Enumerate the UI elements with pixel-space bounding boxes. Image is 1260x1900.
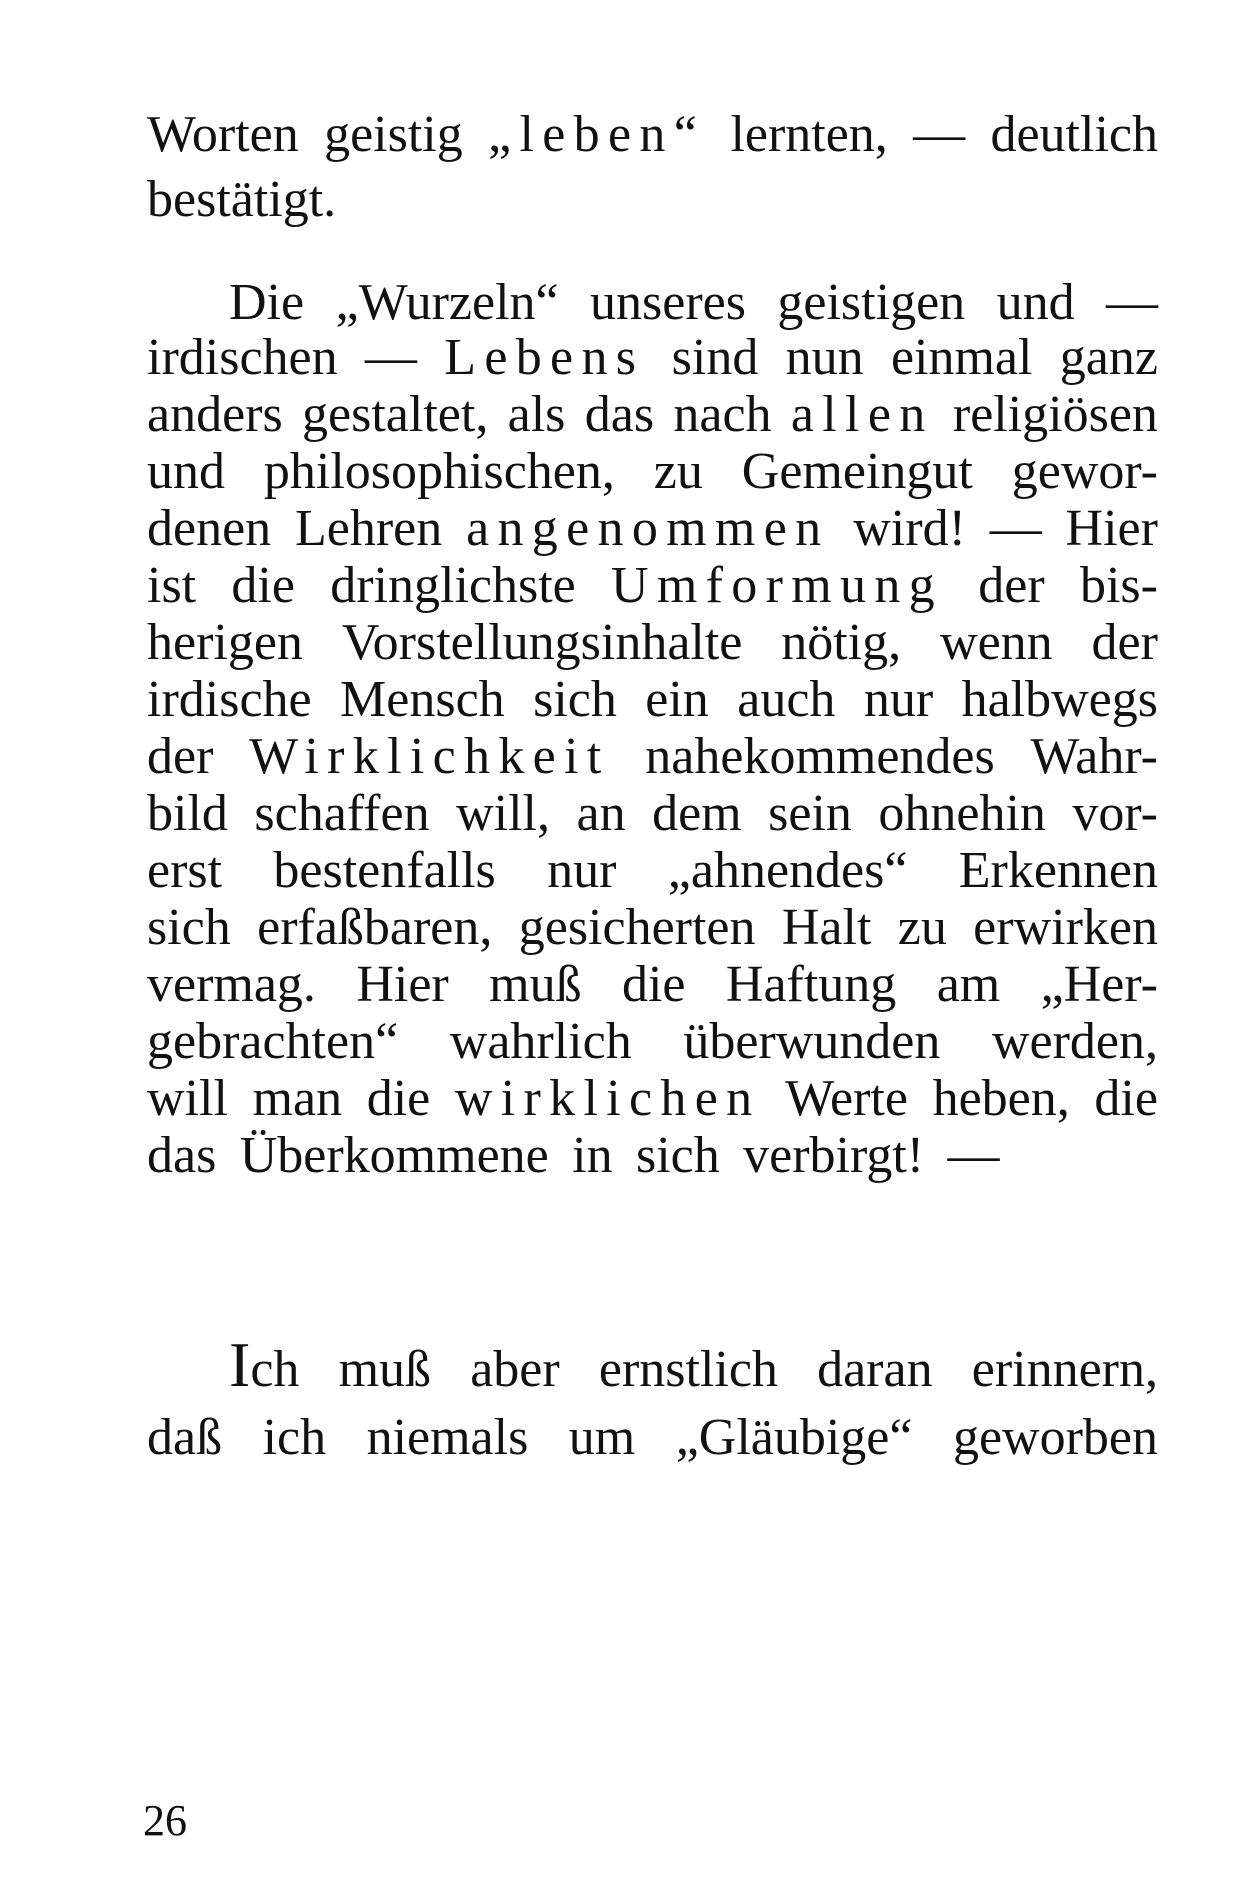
word: die xyxy=(1094,1070,1158,1127)
word: philosophischen, xyxy=(263,443,615,500)
text-line xyxy=(147,1121,1158,1191)
word: nur xyxy=(863,671,934,728)
word: ein xyxy=(645,671,709,728)
text-line xyxy=(147,1403,1158,1473)
word: allen xyxy=(790,386,934,443)
word: ich xyxy=(262,1409,327,1466)
text-line xyxy=(229,1329,1158,1405)
word: religiösen xyxy=(952,386,1158,443)
word: gesicherten xyxy=(518,899,756,956)
word: — xyxy=(947,1127,1000,1184)
word: Hier xyxy=(356,956,449,1013)
word: denen xyxy=(147,500,272,557)
word: — xyxy=(913,106,966,163)
word: dringlichste xyxy=(330,557,576,614)
word: das xyxy=(147,1127,217,1184)
word: gebrachten“ xyxy=(147,1013,399,1070)
word: Vorstellungsinhalte xyxy=(341,614,743,671)
word: lernten, xyxy=(730,106,888,163)
word: will, xyxy=(456,785,550,842)
word: ohnehin xyxy=(878,785,1046,842)
word: Wirklichkeit xyxy=(249,728,610,785)
word: verbirgt! xyxy=(743,1127,925,1184)
word: Haftung xyxy=(725,956,897,1013)
word: Lehren xyxy=(295,500,443,557)
word: erwirken xyxy=(973,899,1158,956)
word: nun xyxy=(785,329,864,386)
word: will xyxy=(147,1070,228,1127)
word: wird! xyxy=(853,500,966,557)
word: vermag. xyxy=(147,956,316,1013)
word: geworben xyxy=(952,1409,1158,1466)
word: Worten xyxy=(147,106,299,163)
word: der xyxy=(978,557,1045,614)
word: daß xyxy=(147,1409,223,1466)
word: angenommen xyxy=(466,500,830,557)
word: bestätigt. xyxy=(147,171,337,228)
word: zu xyxy=(653,443,703,500)
word: Werte xyxy=(785,1070,908,1127)
word: gestaltet, xyxy=(302,386,489,443)
word: Die xyxy=(229,274,305,331)
word: geistigen xyxy=(777,274,966,331)
word: halbwegs xyxy=(961,671,1158,728)
word: und xyxy=(147,443,225,500)
word: um xyxy=(568,1409,636,1466)
word: Mensch xyxy=(340,671,505,728)
word: bis- xyxy=(1079,557,1158,614)
word: sich xyxy=(147,899,231,956)
word: „Gläubige“ xyxy=(675,1409,913,1466)
word: auch xyxy=(737,671,836,728)
word: Halt xyxy=(781,899,872,956)
word: Umformung xyxy=(611,557,943,614)
word: an xyxy=(576,785,626,842)
word: sind xyxy=(671,329,759,386)
word: als xyxy=(507,386,566,443)
word: wenn xyxy=(940,614,1053,671)
word: ganz xyxy=(1059,329,1158,386)
word: man xyxy=(252,1070,343,1127)
word: in xyxy=(572,1127,613,1184)
word: überwunden xyxy=(683,1013,941,1070)
word: die xyxy=(366,1070,431,1127)
word: Erkennen xyxy=(958,842,1158,899)
word: aber xyxy=(470,1341,560,1398)
word: nur xyxy=(547,842,617,899)
text-line xyxy=(147,100,1158,170)
initial-and-word xyxy=(229,1329,300,1405)
word: niemals xyxy=(366,1409,529,1466)
word: muß xyxy=(338,1341,432,1398)
page-number: 26 xyxy=(143,1796,187,1845)
initial-letter: I xyxy=(229,1329,251,1400)
word: unseres xyxy=(590,274,746,331)
word: irdische xyxy=(147,671,312,728)
word: zu xyxy=(897,899,947,956)
word: wahrlich xyxy=(449,1013,632,1070)
word: ernstlich xyxy=(598,1341,778,1398)
word: „Wurzeln“ xyxy=(335,274,559,331)
word: dem xyxy=(652,785,742,842)
word: anders xyxy=(147,386,283,443)
word: nahekommendes xyxy=(645,728,995,785)
word: einmal xyxy=(890,329,1033,386)
word: die xyxy=(231,557,295,614)
word: irdischen xyxy=(147,329,338,386)
word: muß xyxy=(489,956,582,1013)
word: vor- xyxy=(1072,785,1158,842)
word: deutlich xyxy=(990,106,1158,163)
word: gewor- xyxy=(1011,443,1158,500)
word: bestenfalls xyxy=(273,842,496,899)
word: „leben“ xyxy=(488,106,706,163)
word: nach xyxy=(673,386,772,443)
word: ist xyxy=(147,557,197,614)
word: werden, xyxy=(991,1013,1158,1070)
word: „Her- xyxy=(1040,956,1158,1013)
word: — xyxy=(1106,274,1158,331)
word: geistig xyxy=(324,106,463,163)
text-line xyxy=(147,165,1158,235)
word: und xyxy=(996,274,1075,331)
word: sich xyxy=(533,671,617,728)
word: — xyxy=(364,329,417,386)
word: daran xyxy=(817,1341,933,1398)
word: bild xyxy=(147,785,228,842)
word: herigen xyxy=(147,614,303,671)
word: ch xyxy=(250,1341,300,1398)
word: Hier xyxy=(1065,500,1158,557)
word: am xyxy=(936,956,1001,1013)
word: wirklichen xyxy=(454,1070,761,1127)
word: Überkommene xyxy=(239,1127,549,1184)
word: — xyxy=(989,500,1042,557)
word: heben, xyxy=(932,1070,1070,1127)
word: der xyxy=(1091,614,1158,671)
word: erfaßbaren, xyxy=(257,899,493,956)
word: Wahr- xyxy=(1030,728,1158,785)
word: „ahnendes“ xyxy=(667,842,908,899)
word: sein xyxy=(768,785,852,842)
word: erinnern, xyxy=(971,1341,1158,1398)
word: der xyxy=(147,728,214,785)
word: sich xyxy=(635,1127,720,1184)
word: das xyxy=(584,386,655,443)
word: schaffen xyxy=(254,785,430,842)
word: nötig, xyxy=(781,614,902,671)
word: Gemeingut xyxy=(741,443,973,500)
word: erst xyxy=(147,842,223,899)
word: die xyxy=(621,956,686,1013)
word: Lebens xyxy=(444,329,645,386)
